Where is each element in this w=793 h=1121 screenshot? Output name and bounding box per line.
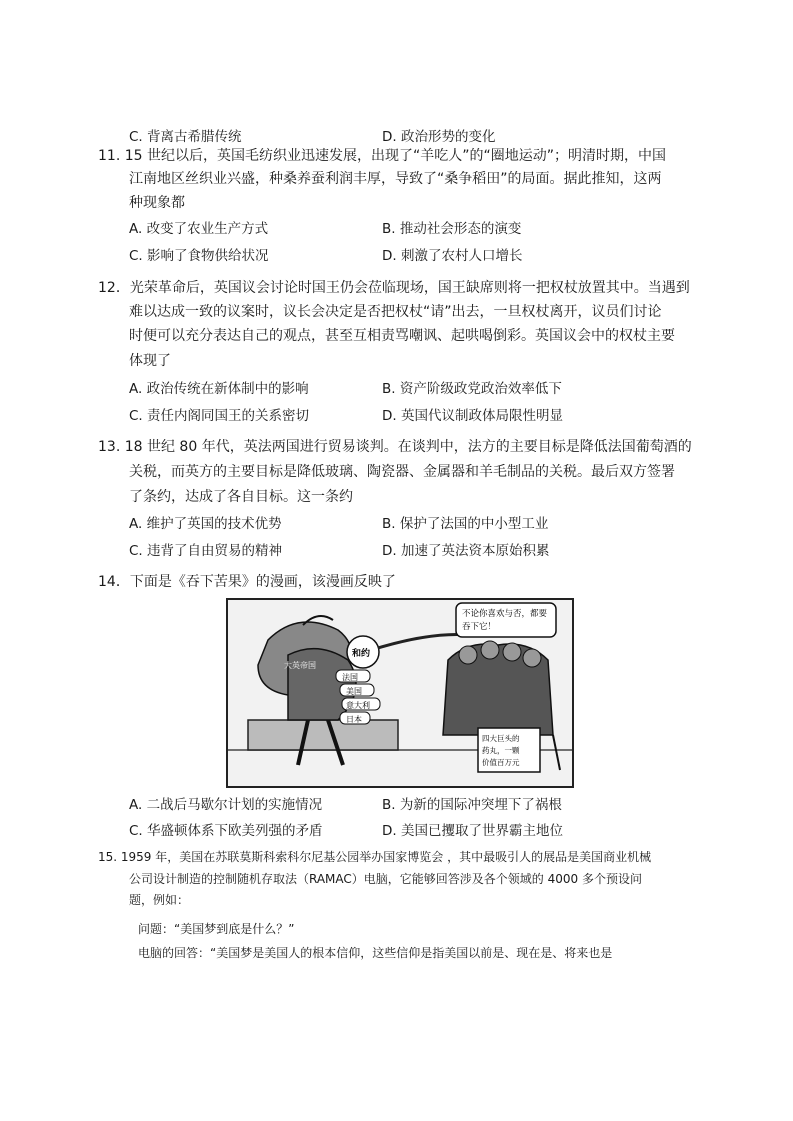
q12-option-b: B. 资产阶级政党政治效率低下 xyxy=(382,381,562,397)
q12-option-d: D. 英国代议制政体局限性明显 xyxy=(382,408,563,424)
q14-option-a: A. 二战后马歇尔计划的实施情况 xyxy=(129,797,323,813)
q13-option-d: D. 加速了英法资本原始积累 xyxy=(382,543,550,559)
q11-option-b: B. 推动社会形态的演变 xyxy=(382,221,522,237)
q11-option-d: D. 刺激了农村人口增长 xyxy=(382,248,523,264)
q10-option-c: C. 背离古希腊传统 xyxy=(129,129,242,145)
q12-option-c: C. 责任内阁同国王的关系密切 xyxy=(129,408,310,424)
q14-stem-line-1: 14．下面是《吞下苦果》的漫画，该漫画反映了 xyxy=(98,574,396,590)
q12-stem-line-4: 体现了 xyxy=(129,353,171,369)
q10-option-d: D. 政治形势的变化 xyxy=(382,129,496,145)
q12-stem-line-2: 难以达成一致的议案时，议长会决定是否把权杖“请”出去，一旦权杖离开，议员们讨论 xyxy=(129,304,662,320)
q12-stem-line-1: 12．光荣革命后，英国议会讨论时国王仍会莅临现场，国王缺席则将一把权杖放置其中。当遇到 xyxy=(98,280,690,296)
q13-stem-line-2: 关税，而英方的主要目标是降低玻璃、陶瓷器、金属器和羊毛制品的关税。最后双方签署 xyxy=(129,464,675,480)
q15-stem-line-1: 15. 1959 年，美国在苏联莫斯科索科尔尼基公园举办国家博览会 ，其中最吸引人的展品是美国商业机械 xyxy=(98,850,652,864)
q13-stem-line-1: 13. 18 世纪 80 年代，英法两国进行贸易谈判。在谈判中，法方的主要目标是降低法国葡萄酒的 xyxy=(98,439,692,455)
q13-option-c: C. 违背了自由贸易的精神 xyxy=(129,543,283,559)
pill-label: 和约 xyxy=(352,649,371,659)
q13-option-b: B. 保护了法国的中小型工业 xyxy=(382,516,549,532)
box-label-line-2: 药丸，一颗 xyxy=(482,746,520,755)
q11-stem-line-1: 11. 15 世纪以后，英国毛纺织业迅速发展，出现了“羊吃人”的“圈地运动”；明清时期，中国 xyxy=(98,148,666,164)
q15-answer: 电脑的回答：“美国梦是美国人的根本信仰，这些信仰是指美国以前是、现在是、将来也是 xyxy=(138,946,613,960)
q12-stem-line-3: 时便可以充分表达自己的观点，甚至互相责骂嘲讽、起哄喝倒彩。英国议会中的权杖主要 xyxy=(129,328,675,344)
q13-stem-line-3: 了条约，达成了各自目标。这一条约 xyxy=(129,489,353,505)
box-label-line-1: 四大巨头的 xyxy=(482,734,520,743)
q14-option-b: B. 为新的国际冲突埋下了祸根 xyxy=(382,797,562,813)
q12-option-a: A. 政治传统在新体制中的影响 xyxy=(129,381,309,397)
cartoon-swallow-bitter-pill xyxy=(226,598,574,788)
q14-option-c: C. 华盛顿体系下欧美列强的矛盾 xyxy=(129,823,323,839)
finger-label-italy: 意大利 xyxy=(346,701,370,710)
q15-stem-line-2: 公司设计制造的控制随机存取法（RAMAC）电脑，它能够回答涉及各个领域的 4000 多个预设问 xyxy=(129,872,642,886)
cartoon-illustration xyxy=(228,600,572,786)
q11-option-c: C. 影响了食物供给状况 xyxy=(129,248,269,264)
speech-bubble-line-2: 吞下它！ xyxy=(462,622,497,632)
speech-bubble-line-1: 不论你喜欢与否，都要 xyxy=(462,609,548,619)
finger-label-japan: 日本 xyxy=(346,715,362,724)
eagle-label: 大英帝国 xyxy=(284,661,316,670)
q15-stem-line-3: 题，例如： xyxy=(129,893,190,907)
finger-label-france: 法国 xyxy=(342,673,358,682)
q11-stem-line-2: 江南地区丝织业兴盛，种桑养蚕利润丰厚，导致了“桑争稻田”的局面。据此推知，这两 xyxy=(129,171,662,187)
q14-option-d: D. 美国已攫取了世界霸主地位 xyxy=(382,823,563,839)
finger-label-usa: 美国 xyxy=(346,687,362,696)
q11-option-a: A. 改变了农业生产方式 xyxy=(129,221,269,237)
q15-question: 问题：“美国梦到底是什么？” xyxy=(138,922,295,936)
q11-stem-line-3: 种现象都 xyxy=(129,195,185,211)
box-label-line-3: 价值百万元 xyxy=(482,758,520,767)
q13-option-a: A. 维护了英国的技术优势 xyxy=(129,516,282,532)
